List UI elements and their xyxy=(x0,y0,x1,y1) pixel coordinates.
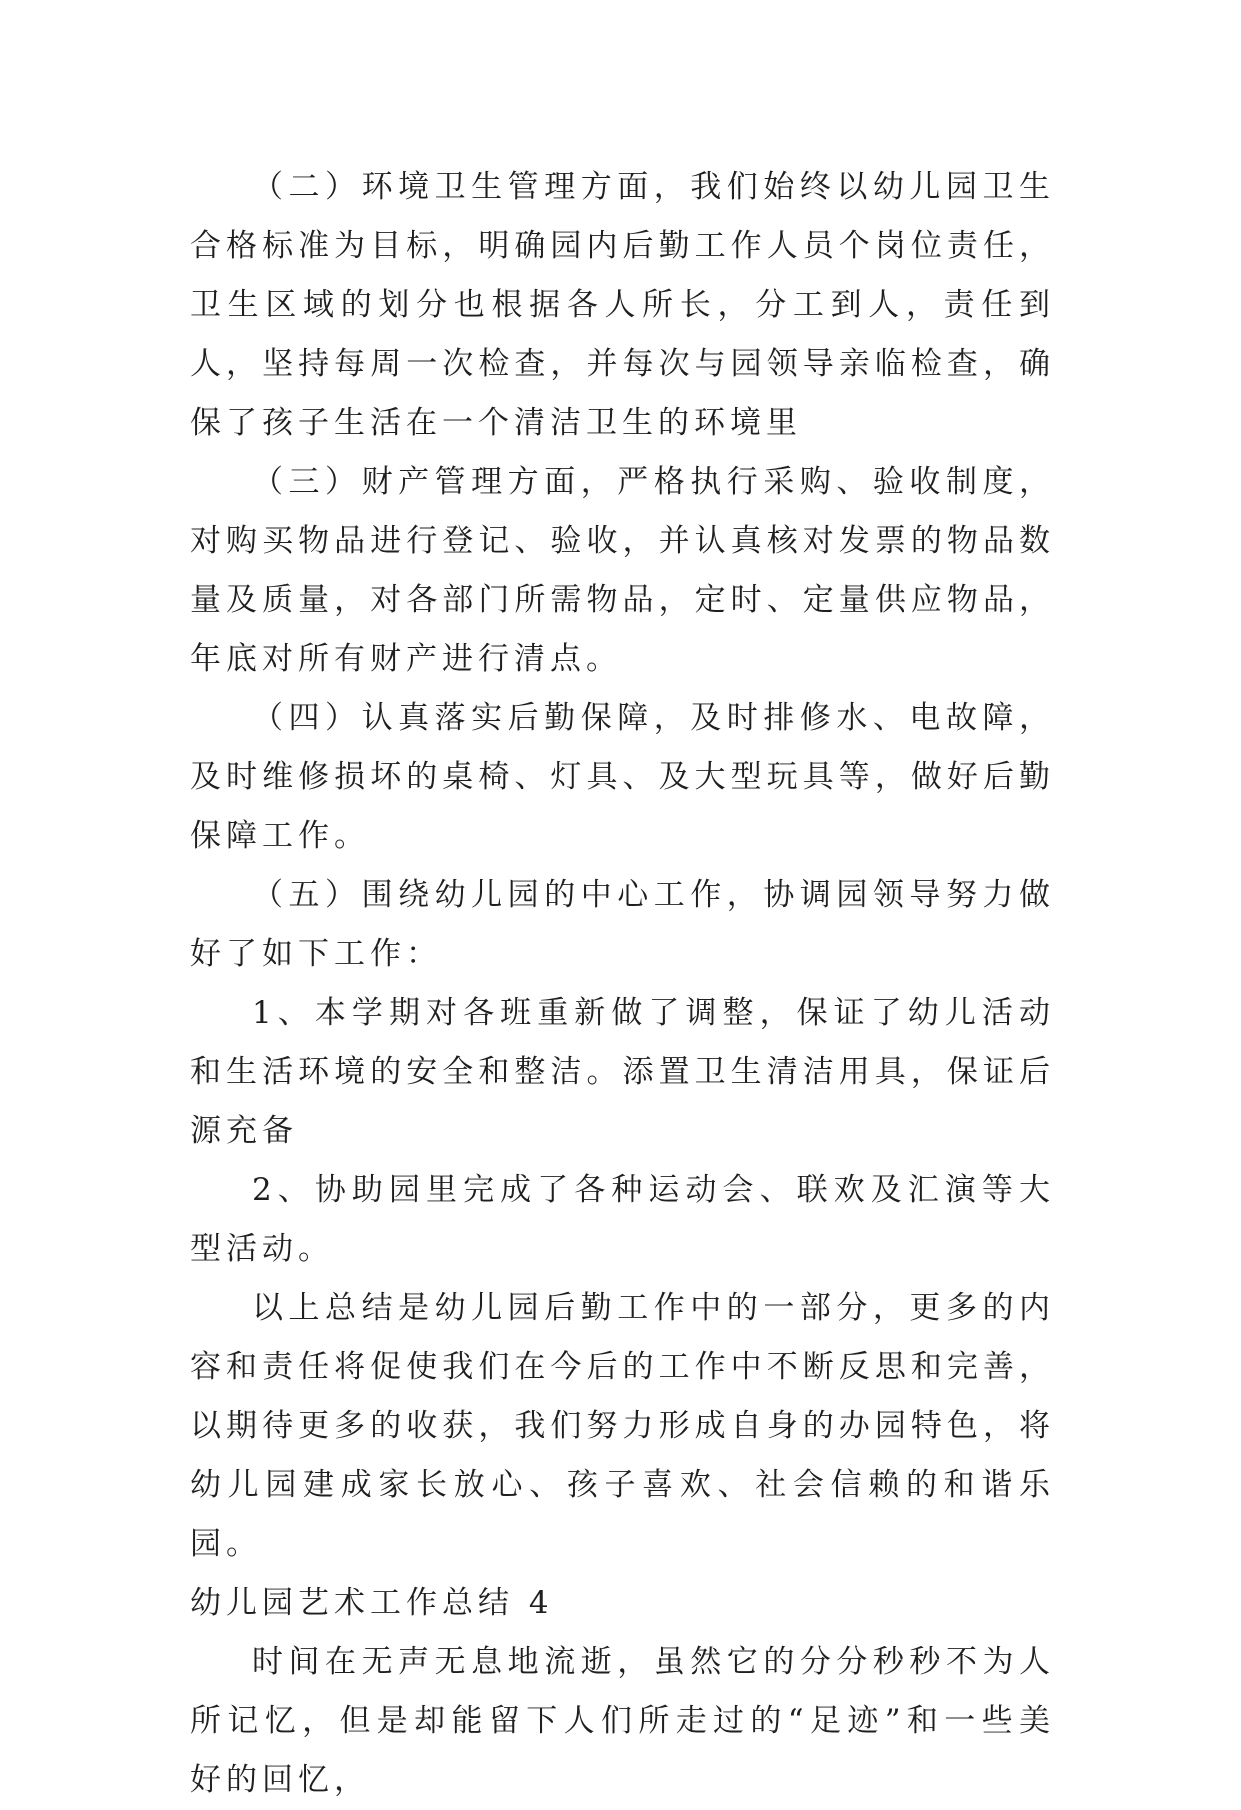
paragraph-logistics-support: （四）认真落实后勤保障，及时排修水、电故障，及时维修损坏的桌椅、灯具、及大型玩具等，做好后勤保障工作。 xyxy=(190,700,1055,854)
paragraph-property-management: （三）财产管理方面，严格执行采购、验收制度，对购买物品进行登记、验收，并认真核对发票的物品数量及质量，对各部门所需物品，定时、定量供应物品，年底对所有财产进行清点。 xyxy=(190,464,1055,677)
section-heading: 幼儿园艺术工作总结 4 xyxy=(190,1585,554,1621)
paragraph-central-work: （五）围绕幼儿园的中心工作，协调园领导努力做好了如下工作： xyxy=(190,877,1055,972)
paragraph-closing: 时间在无声无息地流逝，虽然它的分分秒秒不为人所记忆，但是却能留下人们所走过的“足迹”和一些美好的回忆， xyxy=(190,1644,1055,1798)
paragraph-environment-hygiene: （二）环境卫生管理方面，我们始终以幼儿园卫生合格标准为目标，明确园内后勤工作人员个岗位责任，卫生区域的划分也根据各人所长，分工到人，责任到人，坚持每周一次检查，并每次与园领导亲临检查，确保了孩子生活在一个清洁卫生的环境里 xyxy=(190,169,1055,441)
document-body xyxy=(190,158,1055,1810)
paragraph-item-2: 2、协助园里完成了各种运动会、联欢及汇演等大型活动。 xyxy=(190,1172,1055,1267)
paragraph-summary: 以上总结是幼儿园后勤工作中的一部分，更多的内容和责任将促使我们在今后的工作中不断反思和完善，以期待更多的收获，我们努力形成自身的办园特色，将幼儿园建成家长放心、孩子喜欢、社会信赖的和谐乐园。 xyxy=(190,1290,1055,1562)
paragraph-item-1: 1、本学期对各班重新做了调整，保证了幼儿活动和生活环境的安全和整洁。添置卫生清洁用具，保证后源充备 xyxy=(190,995,1055,1149)
